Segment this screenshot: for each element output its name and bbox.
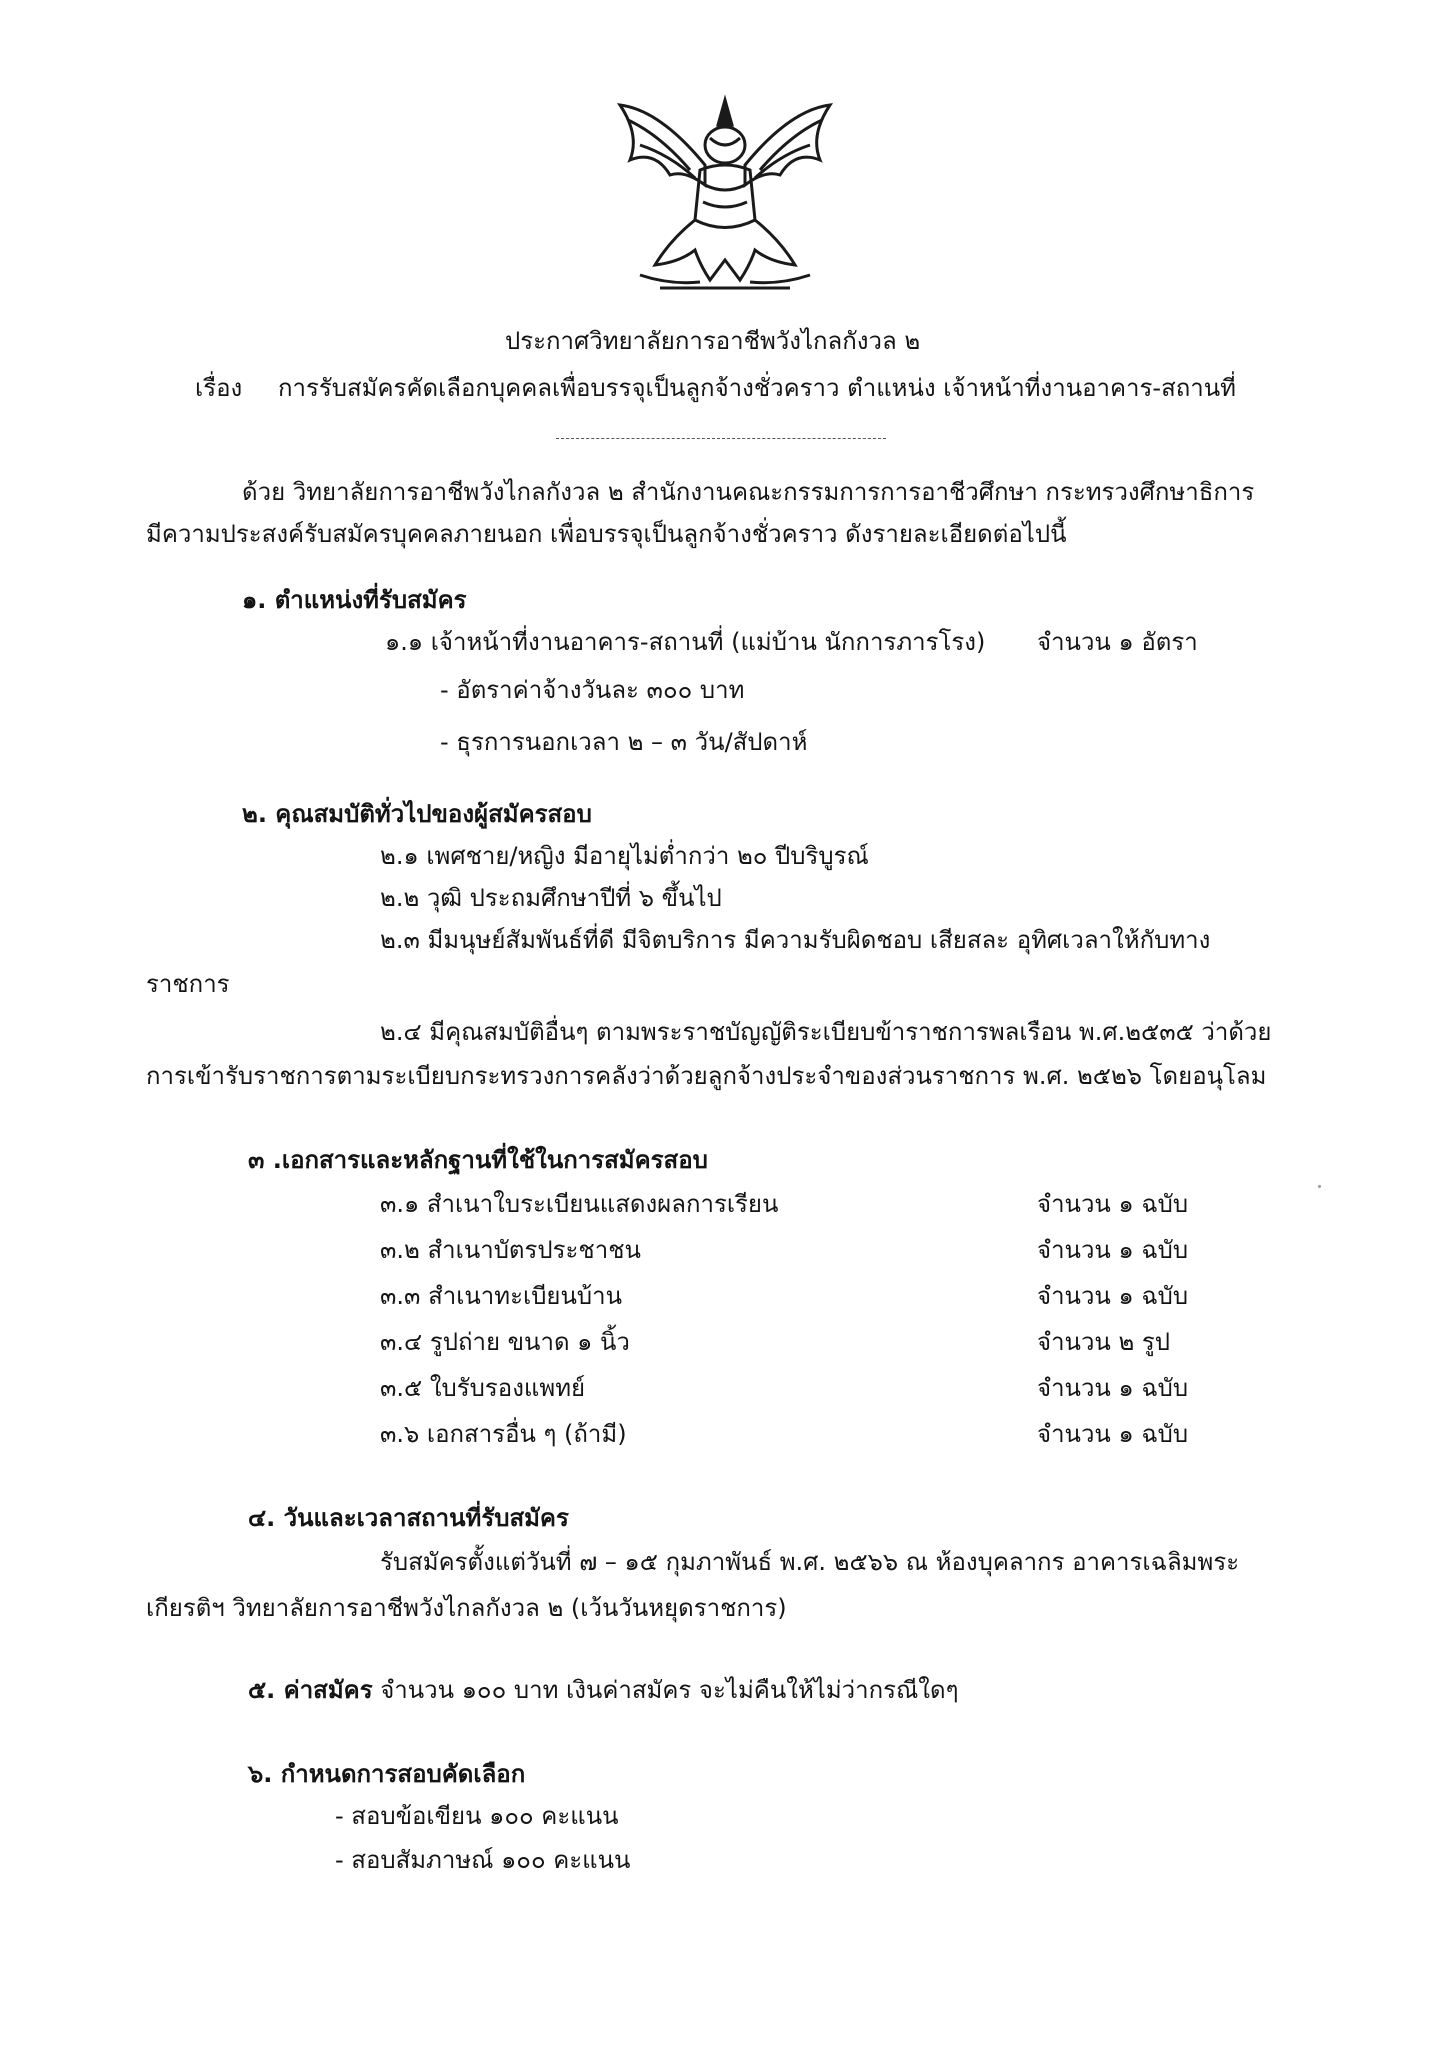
document-item-label: ๓.๓ สำเนาทะเบียนบ้าน [380,1282,623,1310]
document-item-count: จำนวน ๑ ฉบับ [1037,1420,1189,1448]
section-1-heading: ๑. ตำแหน่งที่รับสมัคร [242,586,467,614]
title-divider [556,438,886,439]
document-item-count: จำนวน ๑ ฉบับ [1037,1374,1189,1402]
qualification-2-4-cont: การเข้ารับราชการตามระเบียบกระทรวงการคลังว่าด้วยลูกจ้างประจำของส่วนราชการ พ.ศ. ๒๕๒๖ โดยอนุโลม [146,1062,1267,1090]
document-item-count: จำนวน ๑ ฉบับ [1037,1282,1189,1310]
interview-exam: - สอบสัมภาษณ์ ๑๐๐ คะแนน [335,1846,631,1874]
position-count: จำนวน ๑ อัตรา [1037,628,1198,656]
document-item-count: จำนวน ๑ ฉบับ [1037,1190,1189,1218]
overtime-work: - ธุรการนอกเวลา ๒ – ๓ วัน/สัปดาห์ [440,728,808,756]
section-2-heading: ๒. คุณสมบัติทั่วไปของผู้สมัครสอบ [242,800,592,828]
document-item-label: ๓.๒ สำเนาบัตรประชาชน [380,1236,641,1264]
section-5-line [248,1674,958,1706]
section-3-heading: ๓ .เอกสารและหลักฐานที่ใช้ในการสมัครสอบ [248,1146,708,1174]
garuda-emblem-icon [600,90,850,300]
document-item-label: ๓.๑ สำเนาใบระเบียนแสดงผลการเรียน [380,1190,779,1218]
intro-line-1: ด้วย วิทยาลัยการอาชีพวังไกลกังวล ๒ สำนักงานคณะกรรมการการอาชีวศึกษา กระทรวงศึกษาธิการ [242,478,1255,506]
written-exam: - สอบข้อเขียน ๑๐๐ คะแนน [335,1802,619,1830]
qualification-2-1: ๒.๑ เพศชาย/หญิง มีอายุไม่ต่ำกว่า ๒๐ ปีบริบูรณ์ [380,842,869,870]
document-item-label: ๓.๔ รูปถ่าย ขนาด ๑ นิ้ว [380,1328,630,1356]
position-item: ๑.๑ เจ้าหน้าที่งานอาคาร-สถานที่ (แม่บ้าน นักการภารโรง) [385,628,986,656]
subject-label: เรื่อง [195,374,243,402]
announcement-title: ประกาศวิทยาลัยการอาชีพวังไกลกังวล ๒ [505,327,921,355]
application-period: รับสมัครตั้งแต่วันที่ ๗ – ๑๕ กุมภาพันธ์ พ.ศ. ๒๕๖๖ ณ ห้องบุคลากร อาคารเฉลิมพระ [380,1548,1240,1576]
document-item-count: จำนวน ๑ ฉบับ [1037,1236,1189,1264]
section-5-heading: ๕. ค่าสมัคร [248,1676,373,1704]
application-fee: จำนวน ๑๐๐ บาท เงินค่าสมัคร จะไม่คืนให้ไม่ว่ากรณีใดๆ [380,1676,959,1704]
application-location: เกียรติฯ วิทยาลัยการอาชีพวังไกลกังวล ๒ (เว้นวันหยุดราชการ) [146,1594,787,1622]
wage-rate: - อัตราค่าจ้างวันละ ๓๐๐ บาท [440,676,745,704]
subject-text: การรับสมัครคัดเลือกบุคคลเพื่อบรรจุเป็นลูกจ้างชั่วคราว ตำแหน่ง เจ้าหน้าที่งานอาคาร-สถานที่ [278,374,1236,402]
section-6-heading: ๖. กำหนดการสอบคัดเลือก [248,1760,526,1788]
section-4-heading: ๔. วันและเวลาสถานที่รับสมัคร [248,1504,569,1532]
scan-speck [1318,1185,1321,1188]
intro-line-2: มีความประสงค์รับสมัครบุคคลภายนอก เพื่อบรรจุเป็นลูกจ้างชั่วคราว ดังรายละเอียดต่อไปนี้ [146,520,1067,548]
qualification-2-2: ๒.๒ วุฒิ ประถมศึกษาปีที่ ๖ ขึ้นไป [380,884,722,912]
qualification-2-3: ๒.๓ มีมนุษย์สัมพันธ์ที่ดี มีจิตบริการ มีความรับผิดชอบ เสียสละ อุทิศเวลาให้กับทาง [380,926,1211,954]
document-item-label: ๓.๕ ใบรับรองแพทย์ [380,1374,586,1402]
document-item-count: จำนวน ๒ รูป [1037,1328,1171,1356]
qualification-2-4: ๒.๔ มีคุณสมบัติอื่นๆ ตามพระราชบัญญัติระเบียบข้าราชการพลเรือน พ.ศ.๒๕๓๕ ว่าด้วย [380,1018,1272,1046]
qualification-2-3-cont: ราชการ [146,970,230,998]
document-item-label: ๓.๖ เอกสารอื่น ๆ (ถ้ามี) [380,1420,627,1448]
